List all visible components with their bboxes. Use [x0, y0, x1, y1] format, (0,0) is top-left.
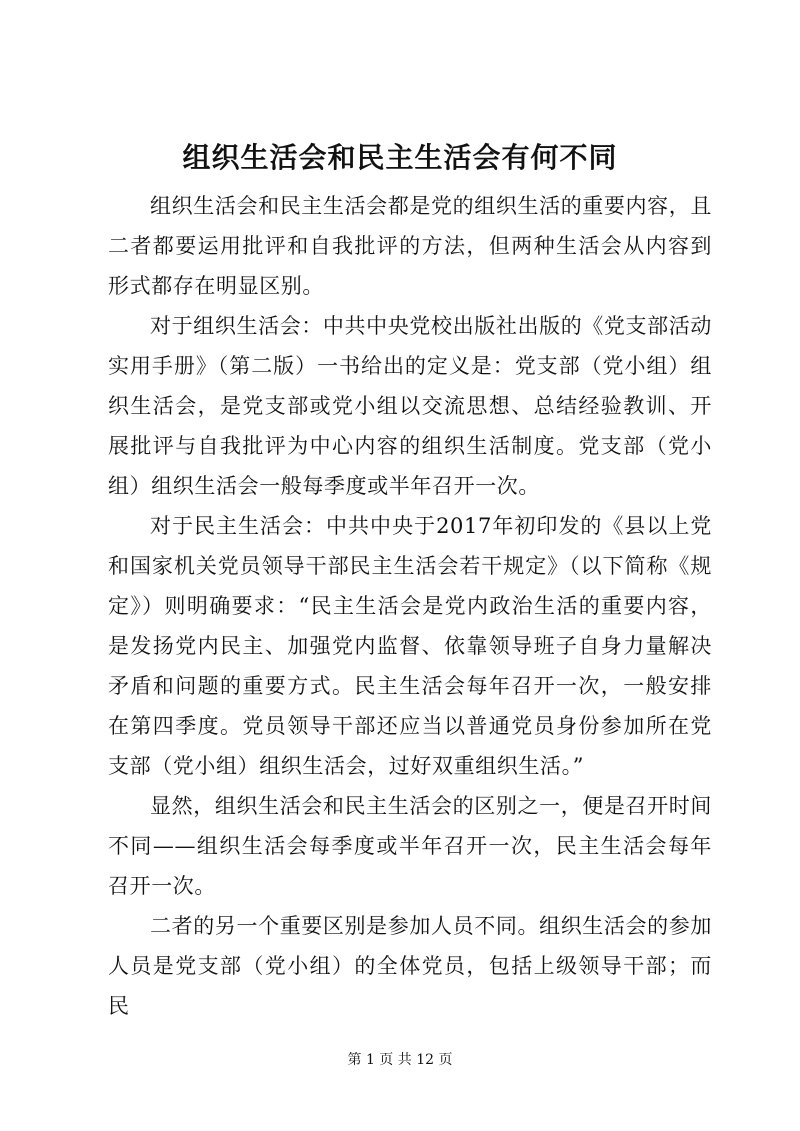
document-title: 组织生活会和民主生活会有何不同 [182, 141, 618, 174]
paragraph-4: 显然，组织生活会和民主生活会的区别之一，便是召开时间不同——组织生活会每季度或半年召开一次，民主生活会每年召开一次。 [108, 794, 712, 898]
paragraph-2: 对于组织生活会：中共中央党校出版社出版的《党支部活动实用手册》（第二版）一书给出的定义是：党支部（党小组）组织生活会，是党支部或党小组以交流思想、总结经验教训、开展批评与自我批评为中心内容的组织生活制度。党支部（党小组）组织生活会一般每季度或半年召开一次。 [108, 314, 712, 498]
paragraph-1: 组织生活会和民主生活会都是党的组织生活的重要内容，且二者都要运用批评和自我批评的方法，但两种生活会从内容到形式都存在明显区别。 [108, 194, 712, 298]
paragraph-5: 二者的另一个重要区别是参加人员不同。组织生活会的参加人员是党支部（党小组）的全体党员，包括上级领导干部；而民 [108, 914, 712, 1018]
page-footer: 第 1 页 共 12 页 [347, 1052, 453, 1068]
paragraph-3: 对于民主生活会：中共中央于2017年初印发的《县以上党和国家机关党员领导干部民主生活会若干规定》（以下简称《规定》）则明确要求：“民主生活会是党内政治生活的重要内容，是发扬党内民主、加强党内监督、依靠领导班子自身力量解决矛盾和问题的重要方式。民主生活会每年召开一次，一般安排在第四季度。党员领导干部还应当以普通党员身份参加所在党支部（党小组）组织生活会，过好双重组织生活。” [108, 514, 712, 778]
document-body [108, 186, 712, 1026]
